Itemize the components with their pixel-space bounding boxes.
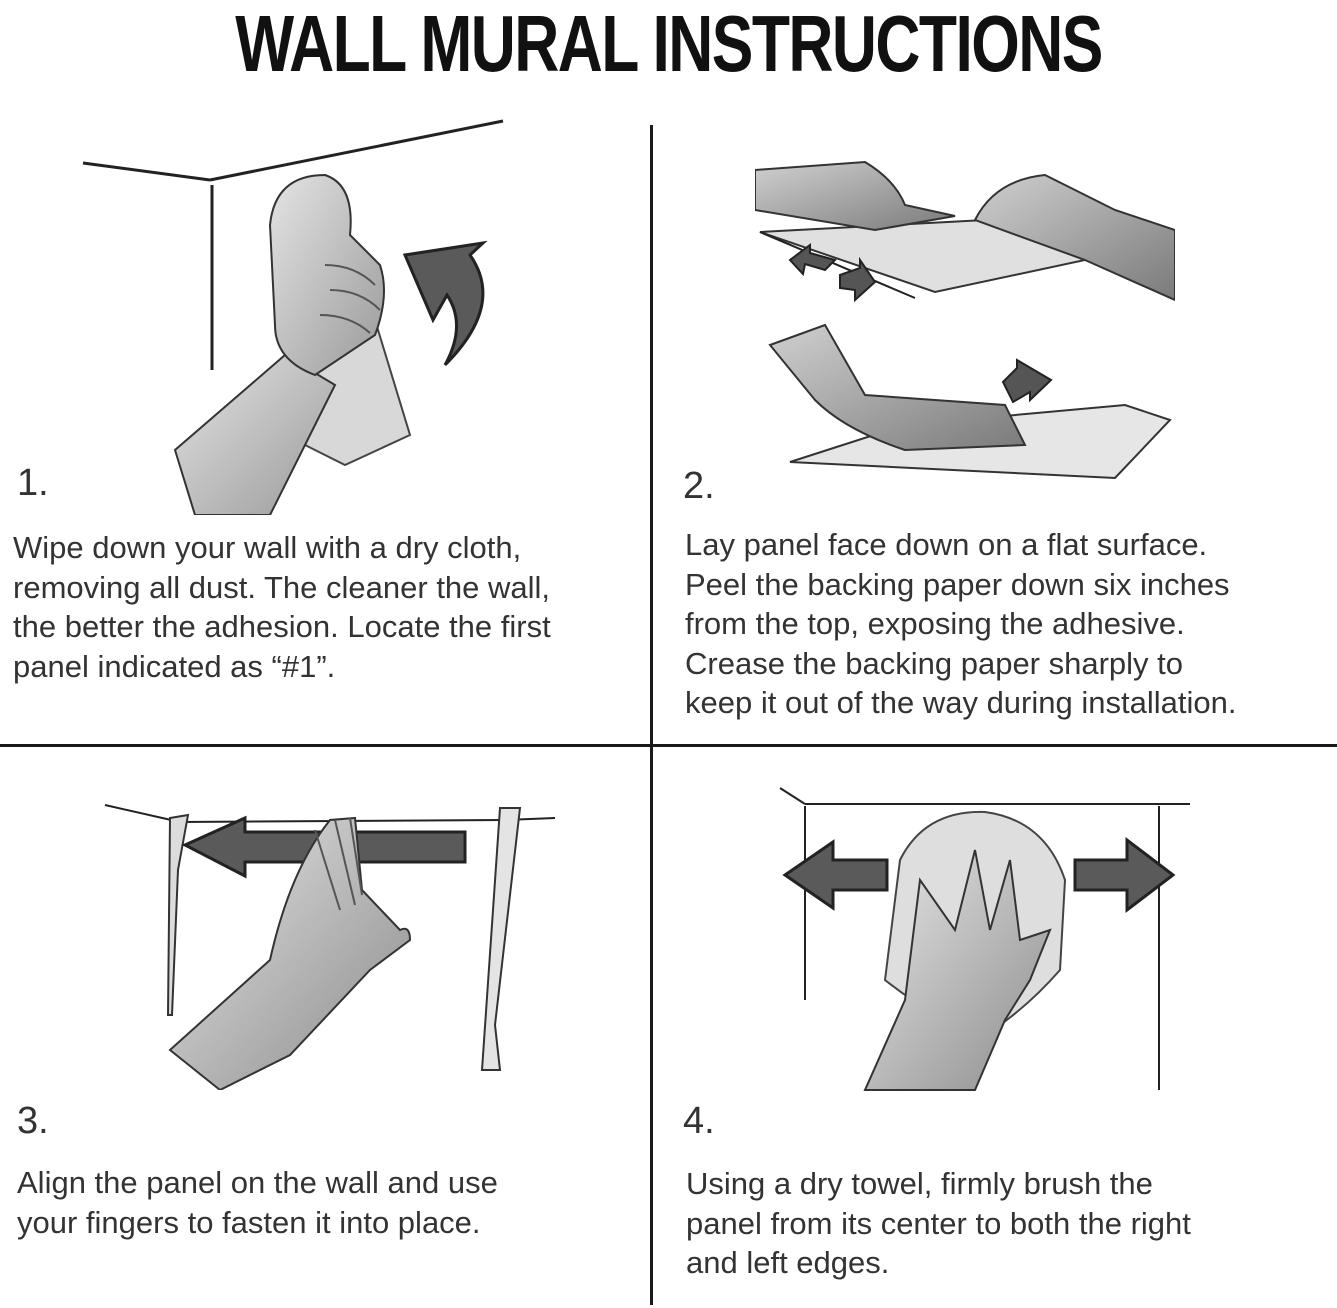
page-title: WALL MURAL INSTRUCTIONS bbox=[235, 0, 1102, 88]
hand-wiping-wall-illustration bbox=[75, 115, 515, 515]
step-4-line: Using a dry towel, firmly brush the bbox=[686, 1166, 1153, 1201]
step-4-line: and left edges. bbox=[686, 1245, 890, 1280]
step-2-line: Peel the backing paper down six inches bbox=[685, 566, 1230, 602]
step-2-line: Crease the backing paper sharply to bbox=[685, 645, 1184, 681]
step-description-2 bbox=[685, 525, 1236, 723]
step-description-1 bbox=[13, 528, 551, 686]
step-2-line: Lay panel face down on a flat surface. bbox=[685, 527, 1208, 562]
vertical-divider bbox=[650, 125, 653, 1305]
step-number-2: 2. bbox=[683, 465, 715, 507]
step-1-line: removing all dust. The cleaner the wall, bbox=[13, 569, 551, 605]
step-number-3: 3. bbox=[17, 1100, 49, 1142]
step-number-4: 4. bbox=[683, 1100, 715, 1142]
step-number-1: 1. bbox=[17, 462, 49, 504]
hands-peeling-backing-illustration bbox=[755, 150, 1175, 480]
step-1-line: Wipe down your wall with a dry cloth, bbox=[13, 530, 522, 565]
hand-brushing-towel-illustration bbox=[775, 780, 1195, 1100]
horizontal-divider bbox=[0, 744, 1337, 747]
step-4-line: panel from its center to both the right bbox=[686, 1205, 1191, 1241]
hand-aligning-panel-illustration bbox=[100, 790, 560, 1090]
step-2-line: from the top, exposing the adhesive. bbox=[685, 606, 1185, 641]
step-description-3 bbox=[17, 1163, 498, 1242]
step-2-line: keep it out of the way during installation. bbox=[685, 685, 1237, 720]
step-1-line: panel indicated as “#1”. bbox=[13, 648, 336, 684]
step-3-line: Align the panel on the wall and use bbox=[17, 1165, 498, 1200]
step-1-line: the better the adhesion. Locate the first bbox=[13, 609, 551, 644]
step-3-line: your fingers to fasten it into place. bbox=[17, 1204, 481, 1240]
step-description-4 bbox=[686, 1164, 1191, 1283]
